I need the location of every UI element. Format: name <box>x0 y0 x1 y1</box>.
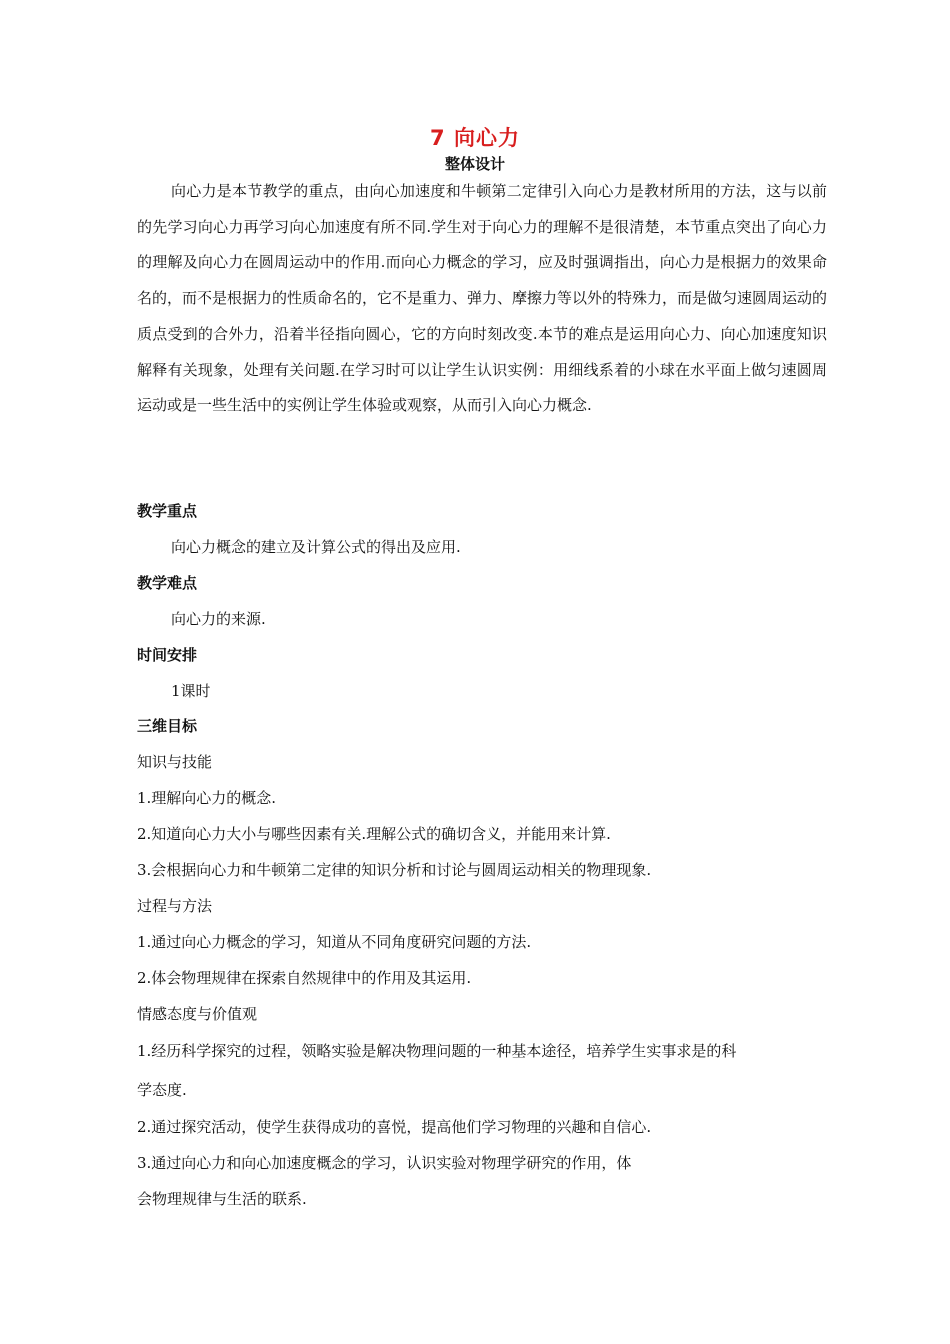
list-item: 1.理解向心力的概念. <box>137 789 277 807</box>
goals-heading: 三维目标 <box>137 717 198 735</box>
list-item: 1.经历科学探究的过程，领略实验是解决物理问题的一种基本途径，培养学生实事求是的科 <box>137 1042 737 1060</box>
list-item: 会物理规律与生活的联系. <box>137 1190 307 1208</box>
page-title: 7 向心力 <box>430 126 520 150</box>
list-item: 2.知道向心力大小与哪些因素有关.理解公式的确切含义，并能用来计算. <box>137 825 611 843</box>
list-item: 3.会根据向心力和牛顿第二定律的知识分析和讨论与圆周运动相关的物理现象. <box>137 861 652 879</box>
key-point-heading: 教学重点 <box>137 502 198 520</box>
list-item: 2.体会物理规律在探索自然规律中的作用及其运用. <box>137 969 472 987</box>
difficulty-text: 向心力的来源. <box>171 610 266 628</box>
list-item: 2.通过探究活动，使学生获得成功的喜悦，提高他们学习物理的兴趣和自信心. <box>137 1118 652 1136</box>
attitude-label: 情感态度与价值观 <box>137 1005 258 1023</box>
knowledge-label: 知识与技能 <box>137 753 213 771</box>
section-subtitle: 整体设计 <box>444 155 505 173</box>
schedule-heading: 时间安排 <box>137 646 198 664</box>
difficulty-heading: 教学难点 <box>137 574 198 592</box>
intro-paragraph: 向心力是本节教学的重点，由向心加速度和牛顿第二定律引入向心力是教材所用的方法，这与以前的先学习向心力再学习向心加速度有所不同.学生对于向心力的理解不是很清楚，本节重点突出了向心力的理解及向心力在圆周运动中的作用.而向心力概念的学习，应及时强调指出，向心力是根据力的效果命名的，而不是根据力的性质命名的，它不是重力、弹力、摩擦力等以外的特殊力，而是做匀速圆周运动的质点受到的合外力，沿着半径指向圆心，它的方向时刻改变.本节的难点是运用向心力、向心加速度知识解释有关现象，处理有关问题.在学习时可以让学生认识实例：用细线系着的小球在水平面上做匀速圆周运动或是一些生活中的实例让学生体验或观察，从而引入向心力概念. <box>137 182 828 415</box>
list-item: 3.通过向心力和向心加速度概念的学习，认识实验对物理学研究的作用，体 <box>137 1154 632 1172</box>
schedule-text: 1课时 <box>171 682 211 700</box>
process-label: 过程与方法 <box>137 897 213 915</box>
key-point-text: 向心力概念的建立及计算公式的得出及应用. <box>171 538 461 556</box>
list-item: 学态度. <box>137 1081 187 1099</box>
list-item: 1.通过向心力概念的学习，知道从不同角度研究问题的方法. <box>137 933 532 951</box>
